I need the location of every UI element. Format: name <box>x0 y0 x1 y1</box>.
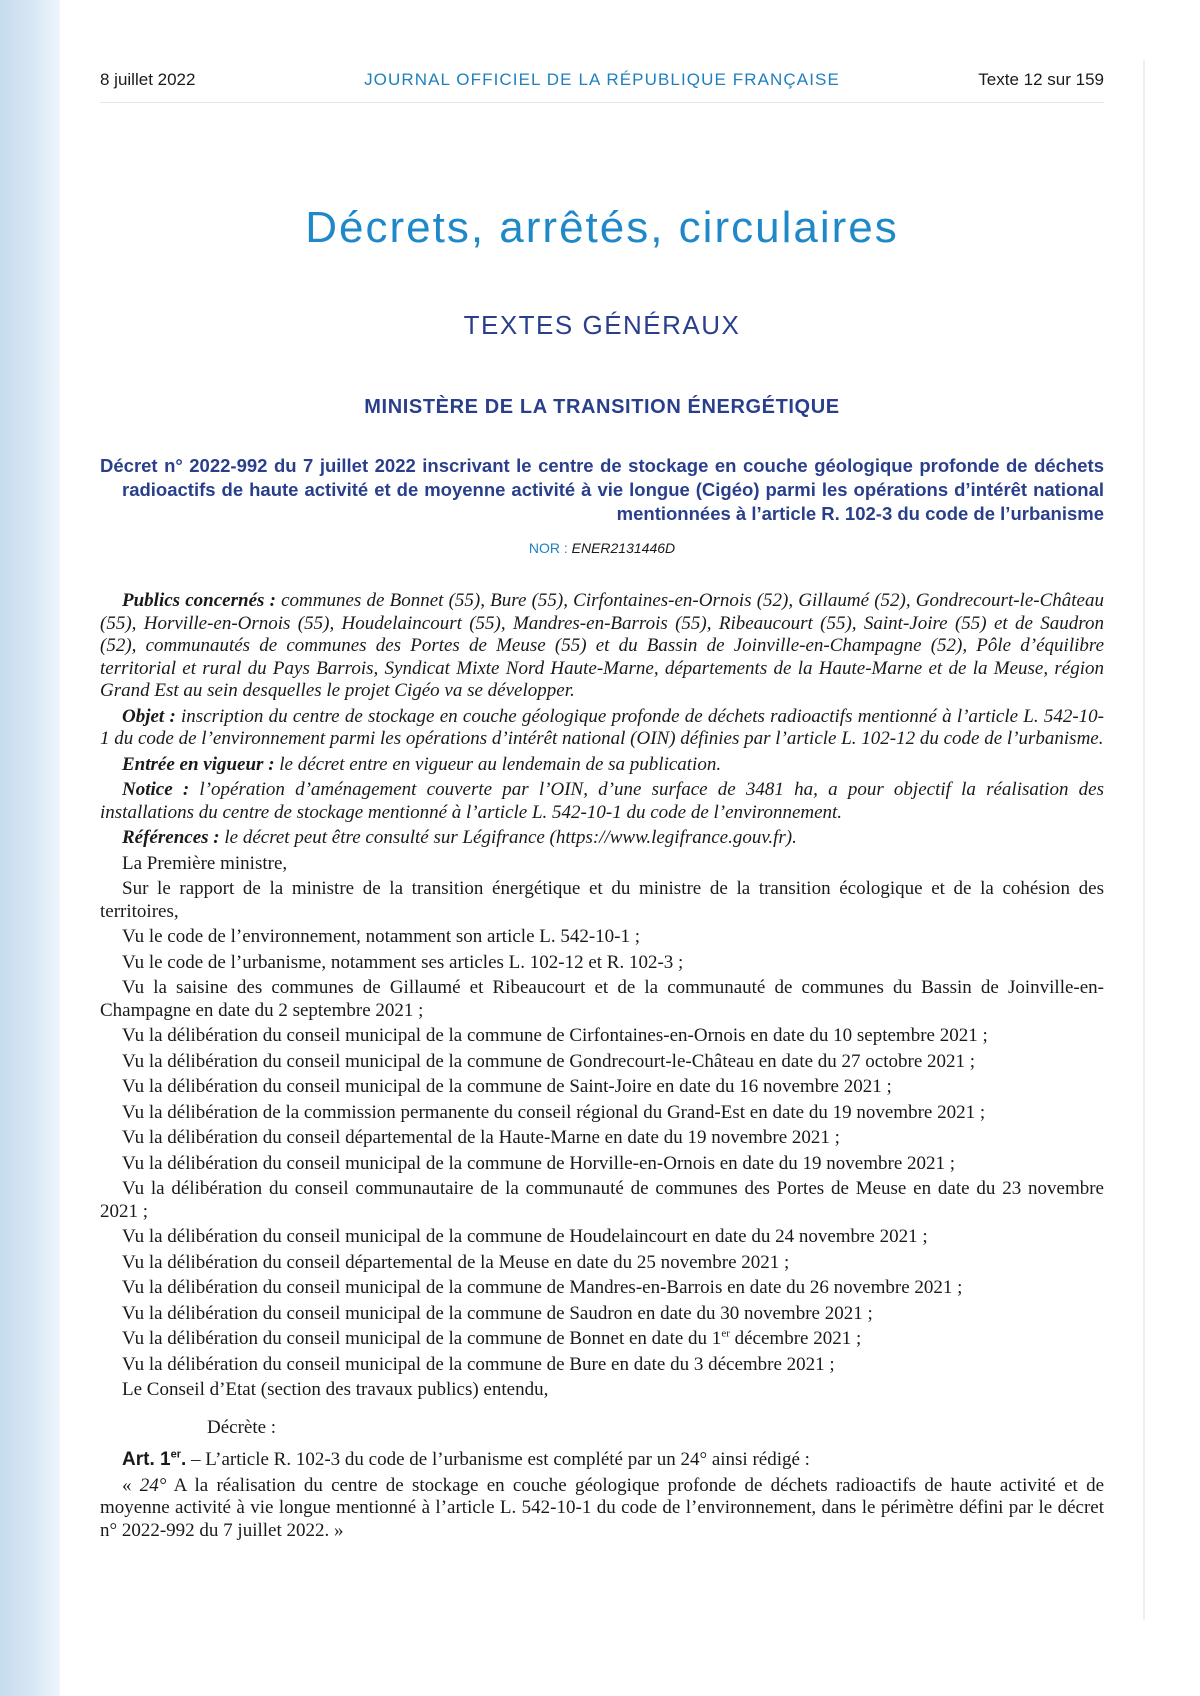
summary-objet <box>100 706 1104 751</box>
summary-entree-text: le décret entre en vigueur au lendemain de sa publication. <box>274 753 722 775</box>
visa-item: Vu la délibération du conseil municipal de la commune de Mandres-en-Barrois en date du 26 novembre 2021 ; <box>122 1277 963 1298</box>
visa-bonnet-text: Vu la délibération du conseil municipal de la commune de Bonnet en date du 1 <box>122 1328 722 1349</box>
nor-reference <box>100 540 1104 556</box>
article-1-label <box>122 1449 186 1470</box>
summary-publics-label: Publics concernés : <box>122 590 276 611</box>
summary-notice-label: Notice : <box>122 779 190 800</box>
article-1-intro: – L’article R. 102-3 du code de l’urbanisme est complété par un 24° ainsi rédigé : <box>186 1449 810 1470</box>
quote-number: 24° <box>139 1474 167 1496</box>
header-text-number: Texte 12 sur 159 <box>978 70 1104 89</box>
article-1 <box>100 1449 1104 1472</box>
article-1-label-sup: er <box>170 1448 181 1461</box>
summary-publics-text: communes de Bonnet (55), Bure (55), Cirfontaines-en-Ornois (52), Gillaumé (52), Gondrecourt-le-Château (55), Horville-en-Ornois (55), Houdelaincourt (55), Mandres-en-Barrois (55), Ribeaucourt (55), Saint-Joire (55) et de Saudron (52), communautés de communes des Portes de Meuse (55) et du Bassin de Joinville-en-Champagne (52), Pôle d’équilibre territorial et rural du Pays Barrois, Syndicat Mixte Nord Haute-Marne, départements de la Haute-Marne et de la Meuse, région Grand Est au sein desquelles le projet Cigéo va se développer. <box>100 590 1104 701</box>
nor-value: ENER2131446D <box>571 540 676 556</box>
header-divider <box>100 102 1104 103</box>
summary-publics <box>100 590 1104 703</box>
right-margin-line <box>1143 60 1145 1620</box>
summary-entree-label: Entrée en vigueur : <box>122 753 275 775</box>
summary-references-text: le décret peut être consulté sur Légifrance (https://www.legifrance.gouv.fr). <box>219 827 797 848</box>
summary-objet-label: Objet : <box>122 705 176 727</box>
visa-item: Vu la délibération du conseil départemental de la Haute-Marne en date du 19 novembre 2021 ; <box>122 1127 840 1148</box>
summary-notice <box>100 779 1104 824</box>
summary-notice-text: l’opération d’aménagement couverte par l’OIN, d’une surface de 3481 ha, a pour objectif la réalisation des installations du centre de stockage mentionné à l’article L. 542-10-1 du code de l’environnement. <box>100 779 1104 823</box>
preamble-conseil: Le Conseil d’Etat (section des travaux publics) entendu, <box>122 1379 549 1400</box>
preamble-report: Sur le rapport de la ministre de la transition énergétique et du ministre de la transition écologique et de la cohésion des territoires, <box>100 878 1104 922</box>
visa-item: Vu la délibération de la commission permanente du conseil régional du Grand-Est en date du 19 novembre 2021 ; <box>122 1101 986 1123</box>
header-date: 8 juillet 2022 <box>100 70 196 89</box>
visa-item: Vu le code de l’environnement, notamment son article L. 542-10-1 ; <box>122 926 641 947</box>
decrete-heading: Décrète : <box>207 1416 277 1438</box>
nor-label: NOR : <box>528 540 572 556</box>
summary-references-label: Références : <box>122 827 220 848</box>
ministry-heading: MINISTÈRE DE LA TRANSITION ÉNERGÉTIQUE <box>364 396 840 418</box>
visa-item: Vu la délibération du conseil municipal de la commune de Gondrecourt-le-Château en date du 27 octobre 2021 ; <box>122 1050 976 1072</box>
visa-item: Vu la délibération du conseil municipal de la commune de Houdelaincourt en date du 24 novembre 2021 ; <box>122 1226 928 1247</box>
quote-open: « <box>122 1474 140 1496</box>
article-1-quote <box>100 1475 1104 1543</box>
visa-bonnet-sup: er <box>721 1327 730 1340</box>
visa-item: Vu la délibération du conseil municipal de la commune de Saudron en date du 30 novembre 2021 ; <box>122 1302 873 1324</box>
visa-item-bonnet <box>100 1328 1104 1351</box>
visa-item: Vu la délibération du conseil départemental de la Meuse en date du 25 novembre 2021 ; <box>122 1251 790 1273</box>
header-journal-name: JOURNAL OFFICIEL DE LA RÉPUBLIQUE FRANÇAISE <box>364 70 840 89</box>
preamble-minister: La Première ministre, <box>122 852 288 874</box>
visa-item: Vu la délibération du conseil municipal de la commune de Bure en date du 3 décembre 2021 ; <box>122 1353 835 1375</box>
visa-item: Vu la délibération du conseil municipal de la commune de Cirfontaines-en-Ornois en date du 10 septembre 2021 ; <box>122 1025 988 1046</box>
summary-references <box>100 827 1104 850</box>
summary-objet-text: inscription du centre de stockage en couche géologique profonde de déchets radioactifs mentionné à l’article L. 542-10-1 du code de l’environnement parmi les opérations d’intérêt national (OIN) définies par l’article L. 102-12 du code de l’urbanisme. <box>100 705 1104 749</box>
visa-item: Vu la saisine des communes de Gillaumé et Ribeaucourt et de la communauté de communes du Bassin de Joinville-en-Champagne en date du 2 septembre 2021 ; <box>100 977 1104 1021</box>
visa-item: Vu la délibération du conseil municipal de la commune de Horville-en-Ornois en date du 19 novembre 2021 ; <box>122 1152 956 1174</box>
visa-item: Vu la délibération du conseil municipal de la commune de Saint-Joire en date du 16 novembre 2021 ; <box>122 1076 892 1097</box>
article-1-label-text: Art. 1 <box>122 1449 171 1470</box>
section-heading: TEXTES GÉNÉRAUX <box>463 310 741 340</box>
summary-entree <box>100 754 1104 777</box>
decree-title: Décret n° 2022-992 du 7 juillet 2022 inscrivant le centre de stockage en couche géologique profonde de déchets radioactifs de haute activité et de moyenne activité à vie longue (Cigéo) parmi les opérations d’intérêt national mentionnées à l’article R. 102-3 du code de l’urbanisme <box>100 455 1104 524</box>
visa-item: Vu le code de l’urbanisme, notamment ses articles L. 102-12 et R. 102-3 ; <box>122 951 684 973</box>
decree-body <box>100 590 1104 1545</box>
page-header <box>100 70 1104 94</box>
page-title: Décrets, arrêtés, circulaires <box>305 203 899 252</box>
visa-item: Vu la délibération du conseil communautaire de la communauté de communes des Portes de Meuse en date du 23 novembre 2021 ; <box>100 1178 1104 1222</box>
quote-text: A la réalisation du centre de stockage en couche géologique profonde de déchets radioactifs de haute activité et de moyenne activité à vie longue mentionné à l’article L. 542-10-1 du code de l’environnement, dans le périmètre défini par le décret n° 2022-992 du 7 juillet 2022. » <box>100 1474 1104 1541</box>
article-1-label-dot: . <box>180 1449 187 1470</box>
visa-bonnet-end: décembre 2021 ; <box>729 1328 862 1349</box>
left-margin-band <box>0 0 60 1696</box>
